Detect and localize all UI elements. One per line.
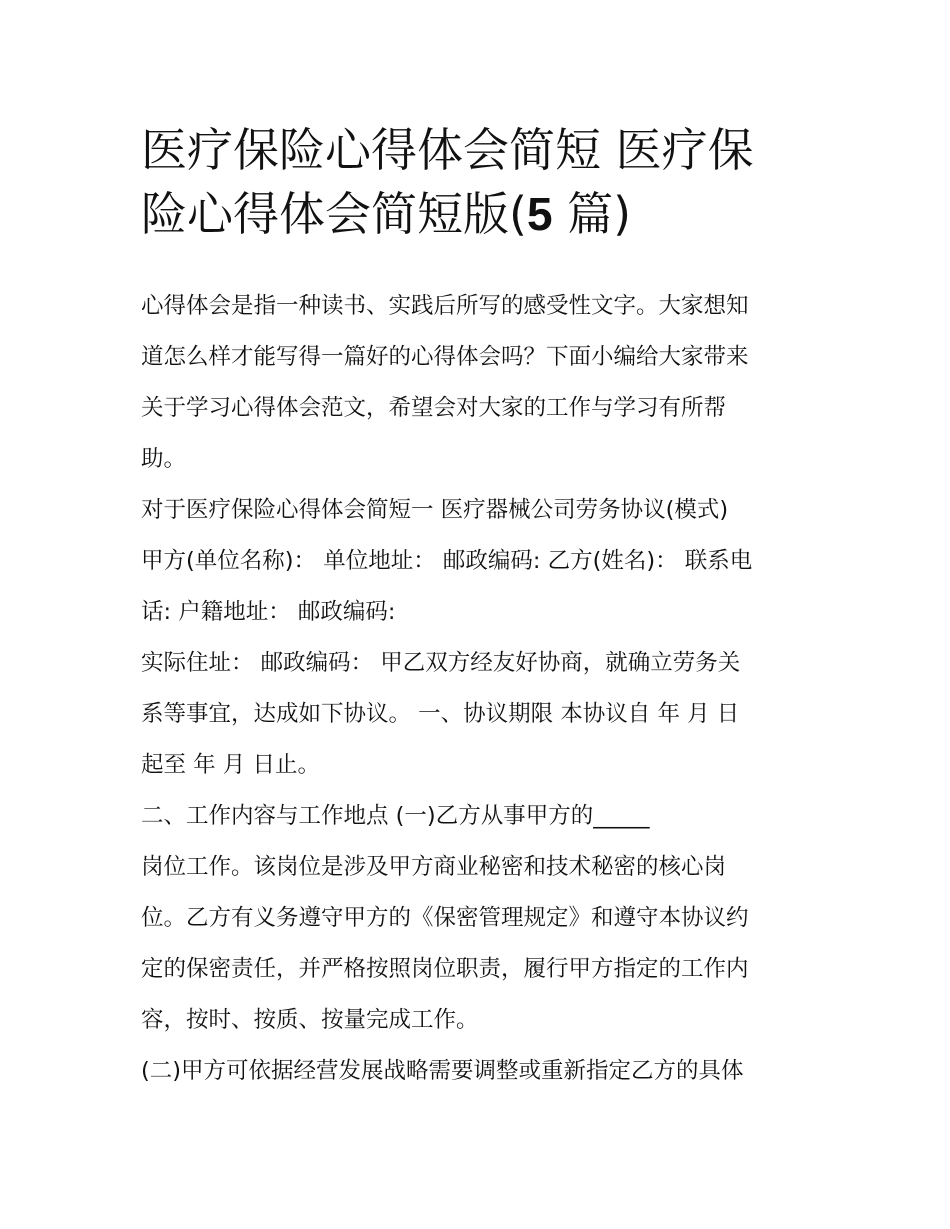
document-title	[141, 118, 821, 246]
body-line: 道怎么样才能写得一篇好的心得体会吗？下面小编给大家带来	[141, 344, 749, 370]
body-line: 助。	[141, 446, 187, 472]
body-line: 定的保密责任，并严格按照岗位职责，履行甲方指定的工作内	[141, 956, 749, 982]
body-line: 起至 年 月 日止。	[141, 752, 320, 778]
body-line: 话: 户籍地址： 邮政编码:	[141, 599, 396, 625]
body-line: 对于医疗保险心得体会简短一 医疗器械公司劳务协议(模式)	[141, 497, 729, 523]
body-line: 二、工作内容与工作地点 (一)乙方从事甲方的_____	[141, 803, 650, 829]
body-line: (二)甲方可依据经营发展战略需要调整或重新指定乙方的具体	[141, 1058, 744, 1084]
title-line-1: 医疗保险心得体会简短 医疗保	[141, 123, 754, 177]
body-line: 甲方(单位名称)： 单位地址： 邮政编码: 乙方(姓名)： 联系电	[141, 548, 753, 574]
title-line-2-suffix: 篇)	[552, 187, 632, 241]
body-line: 关于学习心得体会范文，希望会对大家的工作与学习有所帮	[141, 395, 727, 421]
body-line: 容，按时、按质、按量完成工作。	[141, 1007, 479, 1033]
body-line: 心得体会是指一种读书、实践后所写的感受性文字。大家想知	[141, 293, 749, 319]
title-line-2-number: 5	[526, 188, 553, 240]
body-line: 位。乙方有义务遵守甲方的《保密管理规定》和遵守本协议约	[141, 905, 749, 931]
title-line-2-prefix: 险心得体会简短版(	[141, 187, 527, 241]
body-line: 系等事宜，达成如下协议。 一、协议期限 本协议自 年 月 日	[141, 701, 740, 727]
document-body	[141, 281, 813, 1097]
body-line: 实际住址： 邮政编码： 甲乙双方经友好协商，就确立劳务关	[141, 650, 741, 676]
body-line: 岗位工作。该岗位是涉及甲方商业秘密和技术秘密的核心岗	[141, 854, 727, 880]
